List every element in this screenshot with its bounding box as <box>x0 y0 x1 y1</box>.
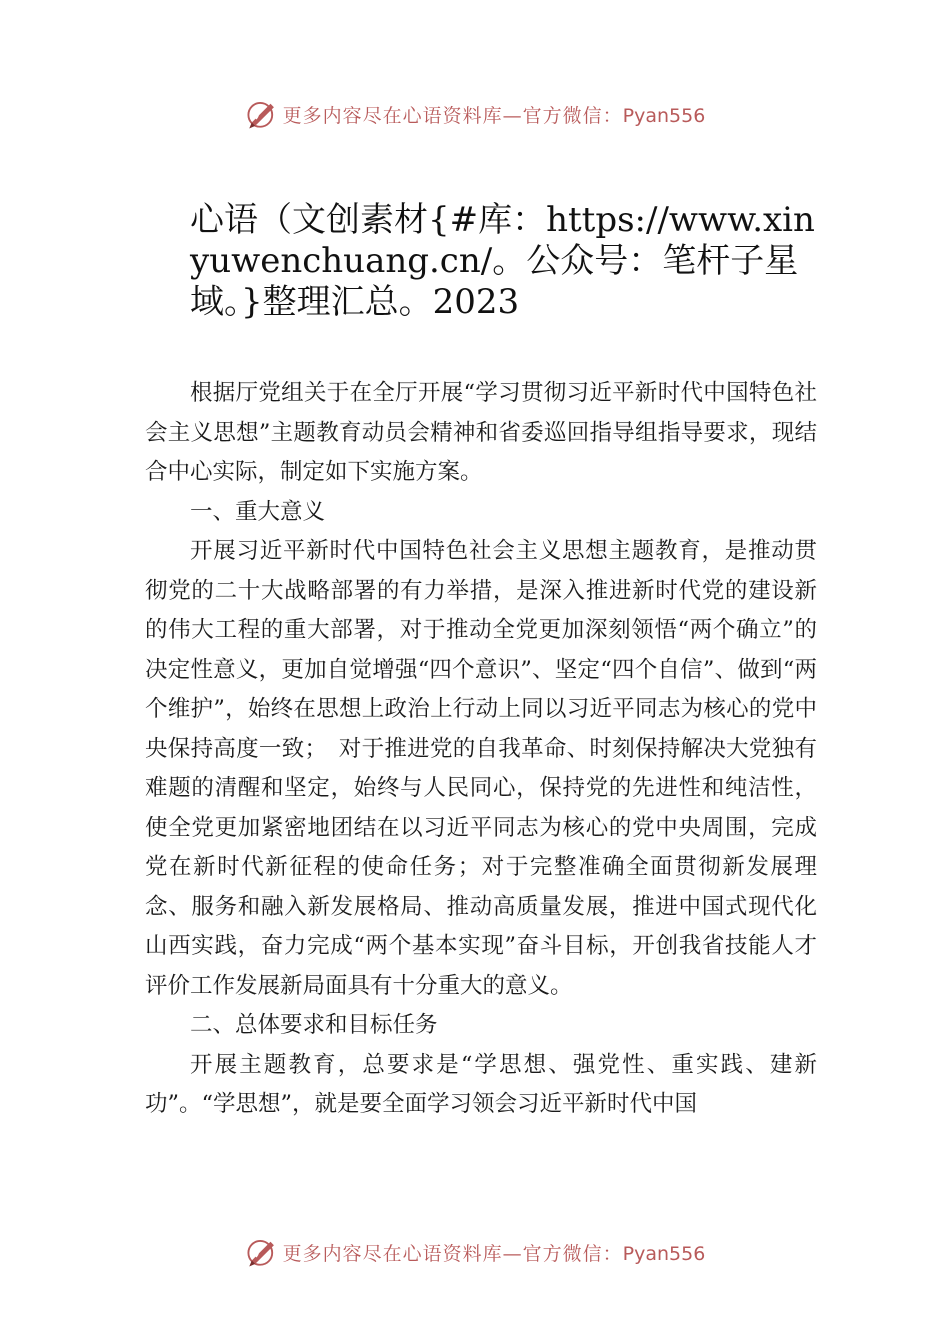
document-title: 心语（文创素材{#库：https://www.xinyuwenchuang.cn/。公众号：笔杆子星域。}整理汇总。2023 <box>190 200 815 322</box>
section-heading: 一、重大意义 <box>190 498 326 525</box>
paragraph: 开展习近平新时代中国特色社会主义思想主题教育，是推动贯彻党的二十大战略部署的有力举措，是深入推进新时代党的建设新的伟大工程的重大部署，对于推动全党更加深刻领悟“两个确立”的决定性意义，更加自觉增强“四个意识”、坚定“四个自信”、做到“两个维护”，始终在思想上政治上行动上同以习近平同志为核心的党中央保持高度一致； 对于推进党的自我革命、时刻保持解决大党独有难题的清醒和坚定，始终与人民同心，保持党的先进性和纯洁性，使全党更加紧密地团结在以习近平同志为核心的党中央周围，完成党在新时代新征程的使命任务；对于完整准确全面贯彻新发展理念、服务和融入新发展格局、推动高质量发展，推进中国式现代化山西实践，奋力完成“两个基本实现”奋斗目标，开创我省技能人才评价工作发展新局面具有十分重大的意义。 <box>145 538 817 999</box>
section-heading: 二、总体要求和目标任务 <box>190 1012 438 1038</box>
header-banner <box>0 94 950 134</box>
header-banner-text <box>283 101 706 128</box>
paragraph: 根据厅党组关于在全厅开展“学习贯彻习近平新时代中国特色社会主义思想”主题教育动员会精神和省委巡回指导组指导要求，现结合中心实际，制定如下实施方案。 <box>145 380 817 485</box>
banner-label: 更多内容尽在心语资料库—官方微信： <box>282 104 623 127</box>
wechat-id: Pyan556 <box>622 104 706 127</box>
wechat-id: Pyan556 <box>622 1242 706 1265</box>
document-body <box>145 374 817 1125</box>
footer-banner <box>0 1232 950 1272</box>
paragraph: 开展主题教育，总要求是“学思想、强党性、重实践、建新功”。“学思想”，就是要全面学习领会习近平新时代中国 <box>145 1051 817 1117</box>
banner-label: 更多内容尽在心语资料库—官方微信： <box>282 1242 623 1265</box>
pen-logo-icon <box>245 1235 279 1269</box>
pen-logo-icon <box>245 97 279 131</box>
footer-banner-text <box>283 1239 706 1266</box>
